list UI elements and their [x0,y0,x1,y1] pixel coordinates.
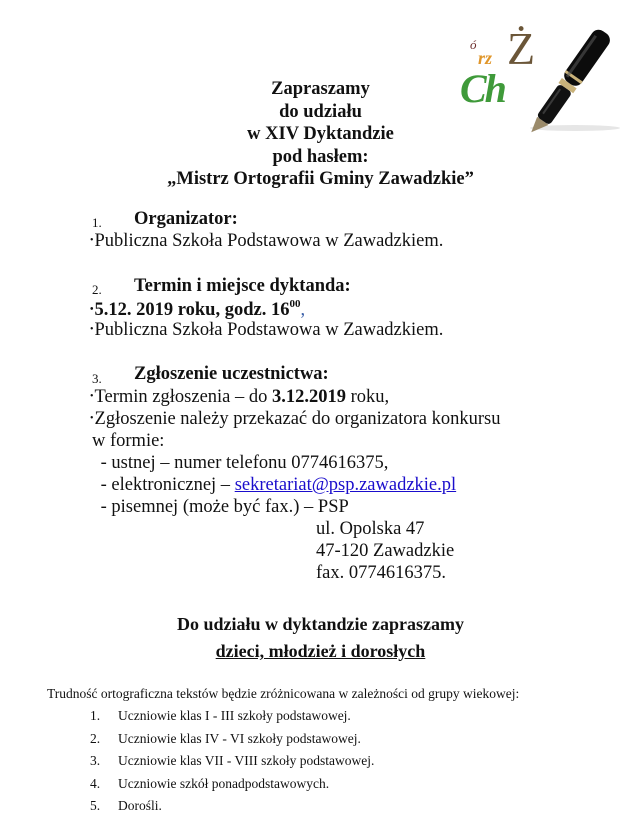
section-2-number: 2. [92,282,102,297]
section-1-title: Organizator: [134,209,238,229]
logo-letter-o: ó [470,37,477,52]
section-3-title: Zgłoszenie uczestnictwa: [134,364,329,384]
written-option: - pisemnej (może być fax.) – PSP [96,497,349,517]
logo-letter-z: Ż [507,23,536,74]
place-text: Publiczna Szkoła Podstawowa w Zawadzkiem. [94,320,444,340]
list-item [90,798,374,821]
audience-text: dzieci, młodzież i dorosłych [215,641,426,661]
address-street: ul. Opolska 47 [316,519,425,539]
deadline-suffix: roku, [346,387,390,407]
section-3-number: 3. [92,371,102,386]
organizer-text: Publiczna Szkoła Podstawowa w Zawadzkiem. [94,231,444,251]
electronic-option [96,475,456,496]
header-line: do udziału [279,101,362,122]
list-number: 1. [90,708,101,723]
list-label: Uczniowie klas I - III szkoły podstawowej. [118,708,351,723]
oral-option: - ustnej – numer telefonu 0774616375, [96,453,389,473]
list-label: Uczniowie klas VII - VIII szkoły podstawowej. [118,753,375,768]
list-number: 2. [90,730,101,746]
list-item [90,776,374,799]
address-city: 47-120 Zawadzkie [316,541,455,561]
time-superscript: 00 [289,298,301,310]
place-line [90,320,443,341]
electronic-prefix: - elektronicznej – [96,475,235,495]
submit-form-line: w formie: [92,431,165,451]
header-line: w XIV Dyktandzie [247,124,394,144]
header-line: Zapraszamy [271,79,370,99]
deadline-line [90,387,389,408]
section-2-title: Termin i miejsce dyktanda: [134,276,351,296]
list-item [90,753,374,776]
difficulty-intro: Trudność ortograficzna tekstów będzie zróżnicowana w zależności od grupy wiekowej: [47,686,520,701]
logo-letters-rz: rz [478,48,493,68]
date-text: 5.12. 2019 roku, godz. 16 [94,300,290,320]
date-line [90,298,305,321]
email-link[interactable]: sekretariat@psp.zawadzkie.pl [234,475,457,495]
submit-text: Zgłoszenie należy przekazać do organizatora konkursu [94,409,501,429]
list-number: 5. [90,798,101,813]
organizer-line [90,231,443,252]
list-number: 3. [90,753,101,768]
submit-line [90,409,500,430]
invitation-line-2 [0,641,641,662]
header-line: „Mistrz Ortografii Gminy Zawadzkie” [167,169,474,189]
deadline-prefix: Termin zgłoszenia – do [94,387,272,407]
list-label: Dorośli. [118,798,162,813]
date-comma: , [300,300,306,320]
section-1-number: 1. [92,215,102,230]
logo-letters-ch: Ch [460,66,505,111]
header-line: pod hasłem: [272,146,369,167]
list-item [90,708,374,731]
list-item [90,731,374,754]
address-fax: fax. 0774616375. [316,563,446,583]
list-label: Uczniowie klas IV - VI szkoły podstawowej. [118,730,361,746]
deadline-date: 3.12.2019 [272,387,346,407]
list-label: Uczniowie szkół ponadpodstawowych. [118,775,330,791]
list-number: 4. [90,775,101,791]
age-groups-list [90,708,374,821]
invitation-line-1: Do udziału w dyktandzie zapraszamy [176,614,464,634]
invitation-header [0,78,641,191]
